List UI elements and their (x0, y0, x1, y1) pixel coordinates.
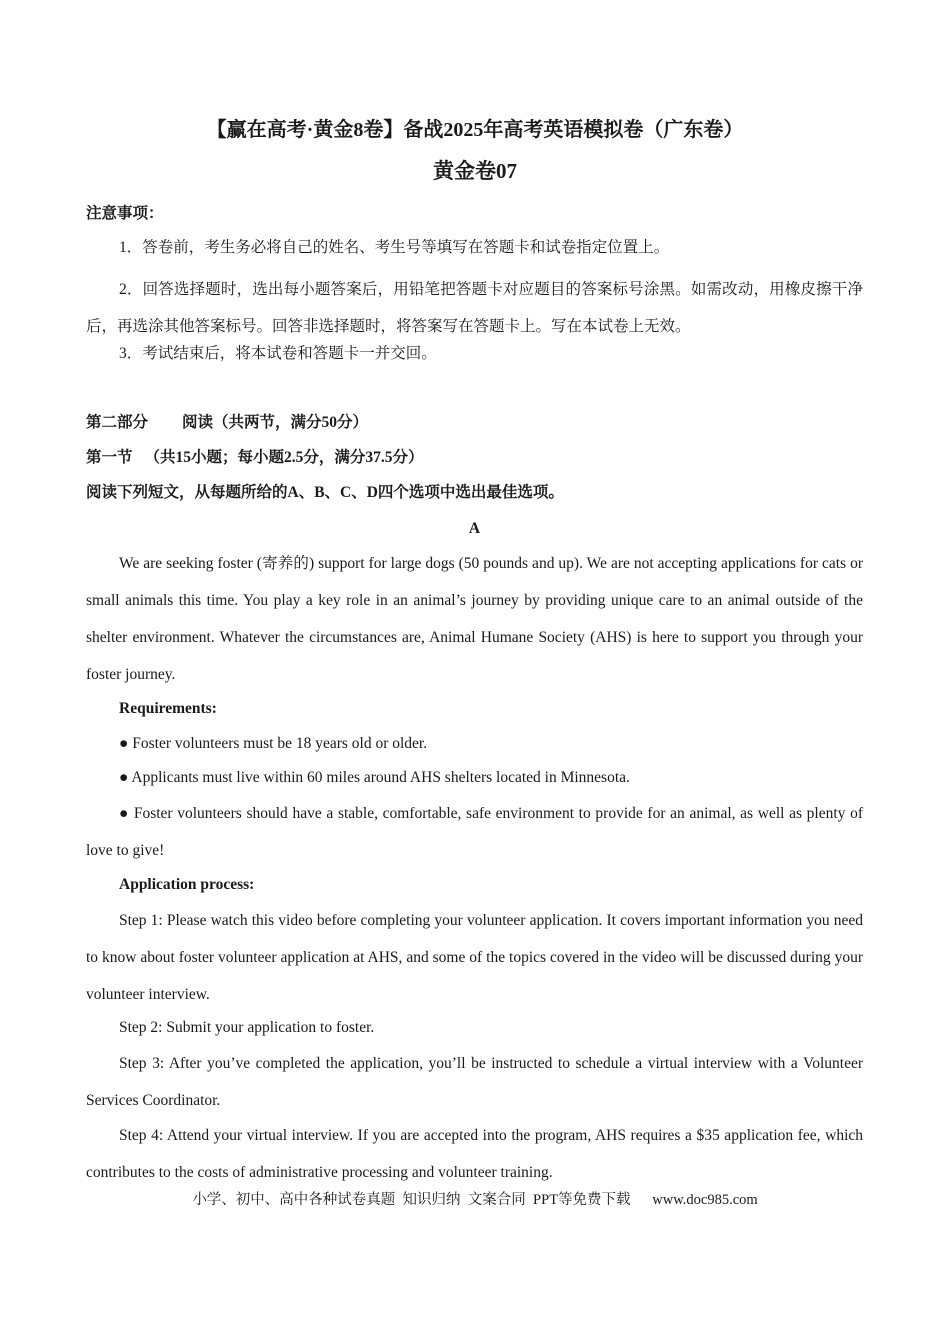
subsection-title: （共15小题；每小题2.5分，满分37.5分） (144, 449, 424, 466)
notice-item-1: 1．答卷前，考生务必将自己的姓名、考生号等填写在答题卡和试卷指定位置上。 (119, 239, 670, 256)
page-footer: 小学、初中、高中各种试卷真题 知识归纳 文案合同 PPT等免费下载 www.doc985.com (192, 1192, 758, 1208)
requirements-heading: Requirements: (119, 700, 217, 717)
part-label: 第二部分 (86, 414, 149, 431)
requirement-item-2: ● Applicants must live within 60 miles around AHS shelters located in Minnesota. (119, 769, 630, 786)
notice-heading: 注意事项： (86, 205, 164, 222)
process-step-2: Step 2: Submit your application to foster. (119, 1019, 375, 1036)
subsection-label: 第一节 (86, 449, 133, 466)
exam-subtitle: 黄金卷07 (433, 159, 517, 183)
requirement-item-1: ● Foster volunteers must be 18 years old or older. (119, 735, 428, 752)
section-instruction: 阅读下列短文，从每题所给的A、B、C、D四个选项中选出最佳选项。 (86, 484, 564, 501)
process-step-4: Step 4: Attend your virtual interview. If you are accepted into the program, AHS requires a $35 application fee, which contributes to the costs of administrative processing and volunteer training. (86, 1127, 863, 1181)
subsection-heading (86, 447, 863, 469)
passage-label: A (468, 520, 481, 537)
exam-title: 【赢在高考·黄金8卷】备战2025年高考英语模拟卷（广东卷） (206, 119, 744, 141)
passage-intro: We are seeking foster (寄养的) support for large dogs (50 pounds and up). We are not accepting applications for cats or small animals this time. You play a key role in an animal’s journey by providing unique care to an animal outside of the shelter environment. Whatever the circumstances are, Animal Humane Society (AHS) is here to support you through your foster journey. (86, 555, 863, 683)
requirement-item-3: ● Foster volunteers should have a stable, comfortable, safe environment to provide for an animal, as well as plenty of love to give! (86, 805, 863, 859)
part-title: 阅读（共两节，满分50分） (182, 414, 369, 431)
notice-item-3: 3．考试结束后，将本试卷和答题卡一并交回。 (119, 345, 437, 362)
notice-item-2: 2．回答选择题时，选出每小题答案后，用铅笔把答题卡对应题目的答案标号涂黑。如需改动，用橡皮擦干净后，再选涂其他答案标号。回答非选择题时，将答案写在答题卡上。写在本试卷上无效。 (86, 281, 863, 335)
process-step-3: Step 3: After you’ve completed the application, you’ll be instructed to schedule a virtual interview with a Volunteer Services Coordinator. (86, 1055, 863, 1109)
part-heading (86, 412, 863, 434)
process-heading: Application process: (119, 876, 255, 893)
process-step-1: Step 1: Please watch this video before completing your volunteer application. It covers important information you need to know about foster volunteer application at AHS, and some of the topics covered in the video will be discussed during your volunteer interview. (86, 912, 863, 1003)
